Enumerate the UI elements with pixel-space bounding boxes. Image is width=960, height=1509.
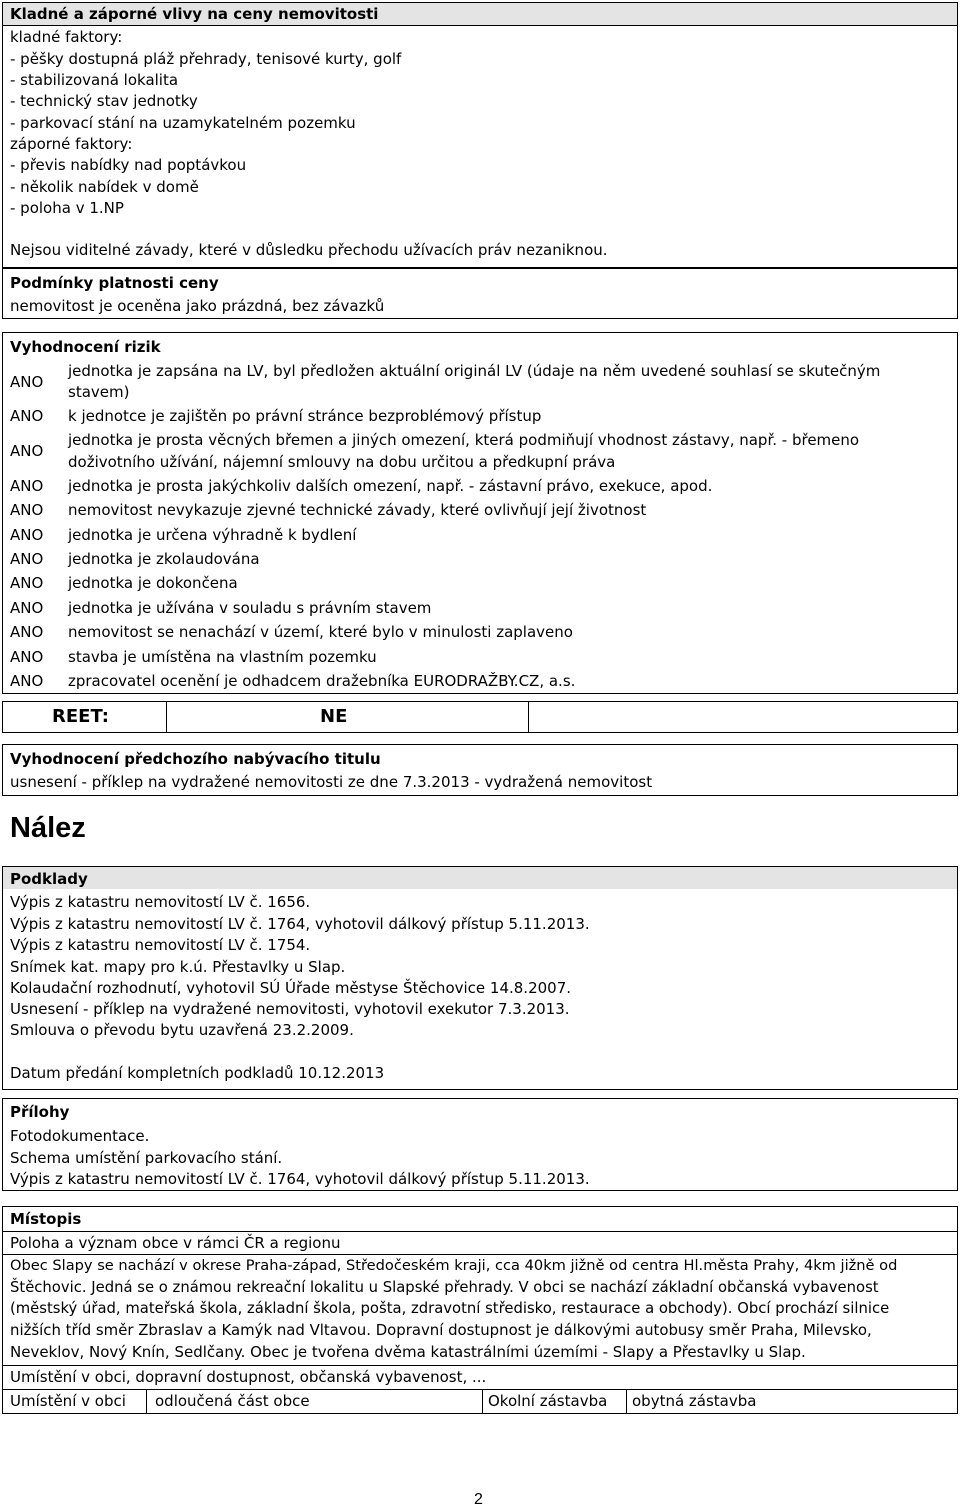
prilohy-item: Výpis z katastru nemovitostí LV č. 1764, vyhotovil dálkový přístup 5.11.2013. [10, 1170, 590, 1188]
prilohy-item: Schema umístění parkovacího stání. [10, 1149, 283, 1167]
vlivy-line: kladné faktory: [10, 28, 123, 46]
reet-divider [166, 701, 167, 733]
vlivy-line: - poloha v 1.NP [10, 199, 124, 217]
mistopis-summary: Umístění v obci, dopravní dostupnost, občanská vybavenost, ... [10, 1368, 487, 1386]
risk-text-cont: stavem) [68, 383, 130, 401]
vlivy-line: - parkovací stání na uzamykatelném pozemku [10, 114, 356, 132]
titul-text: usnesení - příklep na vydražené nemovitosti ze dne 7.3.2013 - vydražená nemovitost [10, 773, 653, 791]
risk-text: jednotka je určena výhradně k bydlení [68, 526, 357, 544]
podklady-item: Výpis z katastru nemovitostí LV č. 1764, vyhotovil dálkový přístup 5.11.2013. [10, 915, 590, 933]
risk-answer: ANO [10, 501, 44, 519]
podklady-item: Usnesení - příklep na vydražené nemovitosti, vyhotovil exekutor 7.3.2013. [10, 1000, 570, 1018]
mistopis-paragraph-line: (městský úřad, mateřská škola, základní škola, pošta, zdravotní středisko, restaurace a obchody). Obcí prochází silnice [10, 1300, 890, 1317]
podklady-item: Výpis z katastru nemovitostí LV č. 1656. [10, 893, 311, 911]
risk-answer: ANO [10, 373, 44, 391]
mistopis-title: Místopis [10, 1210, 82, 1228]
vlivy-line: - převis nabídky nad poptávkou [10, 156, 247, 174]
risk-text: jednotka je zapsána na LV, byl předložen aktuální originál LV (údaje na něm uvedené souhlasí se skutečným [68, 362, 881, 380]
podklady-title: Podklady [10, 870, 88, 888]
podminky-title: Podmínky platnosti ceny [10, 274, 219, 292]
reet-table [2, 701, 958, 733]
reet-divider [528, 701, 529, 733]
vlivy-section [2, 2, 958, 268]
mistopis-subtitle: Poloha a význam obce v rámci ČR a regionu [10, 1234, 341, 1252]
okoli-label: Okolní zástavba [488, 1392, 608, 1410]
podklady-item: Snímek kat. mapy pro k.ú. Přestavlky u Slap. [10, 958, 346, 976]
podklady-item: Výpis z katastru nemovitostí LV č. 1754. [10, 936, 311, 954]
podklady-item: Smlouva o převodu bytu uzavřená 23.2.2009. [10, 1021, 354, 1039]
risk-answer: ANO [10, 407, 44, 425]
vlivy-title: Kladné a záporné vlivy na ceny nemovitosti [10, 5, 379, 23]
okoli-value: obytná zástavba [632, 1392, 757, 1410]
risk-answer: ANO [10, 599, 44, 617]
risk-answer: ANO [10, 550, 44, 568]
mistopis-paragraph-line: Obec Slapy se nachází v okrese Praha-západ, Středočeském kraji, cca 40km jižně od centra Hl.města Prahy, 4km jižně od [10, 1257, 898, 1274]
risk-text: jednotka je užívána v souladu s právním stavem [68, 599, 432, 617]
vlivy-line: - stabilizovaná lokalita [10, 71, 179, 89]
titul-title: Vyhodnocení předchozího nabývacího titulu [10, 750, 381, 768]
vlivy-line: - několik nabídek v domě [10, 178, 199, 196]
podminky-text: nemovitost je oceněna jako prázdná, bez závazků [10, 297, 385, 315]
umisteni-label: Umístění v obci [10, 1392, 126, 1410]
mistopis-divider [3, 1231, 957, 1232]
mistopis-table-divider [482, 1389, 483, 1414]
podklady-item: Kolaudační rozhodnutí, vyhotovil SÚ Úřade městyse Štěchovice 14.8.2007. [10, 979, 572, 997]
risk-text: jednotka je zkolaudována [68, 550, 260, 568]
risk-text: stavba je umístěna na vlastním pozemku [68, 648, 377, 666]
vlivy-line: - pěšky dostupná pláž přehrady, tenisové kurty, golf [10, 50, 402, 68]
risk-text-cont: doživotního užívání, nájemní smlouvy na dobu určitou a předkupní práva [68, 453, 616, 471]
risk-answer: ANO [10, 526, 44, 544]
risk-answer: ANO [10, 574, 44, 592]
reet-value: NE [320, 706, 348, 727]
reet-label: REET: [52, 706, 109, 727]
mistopis-divider [3, 1254, 957, 1255]
risk-answer: ANO [10, 648, 44, 666]
mistopis-paragraph-line: Štěchovic. Jedná se o známou rekreační lokalitu u Slapské přehrady. V obci se nachází základní občanská vybavenost [10, 1279, 879, 1296]
nalez-heading: Nález [10, 812, 86, 844]
risk-text: zpracovatel ocenění je odhadcem dražebníka EURODRAŽBY.CZ, a.s. [68, 672, 576, 690]
vlivy-header-divider [3, 25, 957, 26]
vlivy-note: Nejsou viditelné závady, které v důsledku přechodu užívacích práv nezaniknou. [10, 241, 608, 259]
mistopis-divider [3, 1365, 957, 1366]
risk-text: nemovitost se nenachází v území, které bylo v minulosti zaplaveno [68, 623, 573, 641]
risk-answer: ANO [10, 672, 44, 690]
risk-answer: ANO [10, 477, 44, 495]
prilohy-item: Fotodokumentace. [10, 1127, 150, 1145]
rizika-title: Vyhodnocení rizik [10, 338, 161, 356]
mistopis-table-divider [626, 1389, 627, 1414]
umisteni-value: odloučená část obce [155, 1392, 310, 1410]
risk-answer: ANO [10, 442, 44, 460]
podklady-datum: Datum předání kompletních podkladů 10.12.2013 [10, 1064, 385, 1082]
risk-text: jednotka je dokončena [68, 574, 238, 592]
podklady-header-bg [3, 867, 957, 889]
risk-text: nemovitost nevykazuje zjevné technické závady, které ovlivňují její životnost [68, 501, 647, 519]
prilohy-title: Přílohy [10, 1103, 70, 1121]
risk-text: jednotka je prosta věcných břemen a jiných omezení, která podmiňují vhodnost zástavy, např. - břemeno [68, 431, 860, 449]
page-number: 2 [474, 1491, 483, 1508]
risk-text: jednotka je prosta jakýchkoliv dalších omezení, např. - zástavní právo, exekuce, apod. [68, 477, 713, 495]
mistopis-table-divider [146, 1389, 147, 1414]
mistopis-paragraph-line: Neveklov, Nový Knín, Sedlčany. Obec je tvořena dvěma katastrálními územími - Slapy a Přestavlky u Slap. [10, 1343, 806, 1361]
risk-answer: ANO [10, 623, 44, 641]
vlivy-line: - technický stav jednotky [10, 92, 198, 110]
risk-text: k jednotce je zajištěn po právní stránce bezproblémový přístup [68, 407, 542, 425]
vlivy-line: záporné faktory: [10, 135, 133, 153]
mistopis-paragraph-line: nižších tříd směr Zbraslav a Kamýk nad Vltavou. Dopravní dostupnost je dálkovými autobusy směr Praha, Milevsko, [10, 1321, 872, 1339]
